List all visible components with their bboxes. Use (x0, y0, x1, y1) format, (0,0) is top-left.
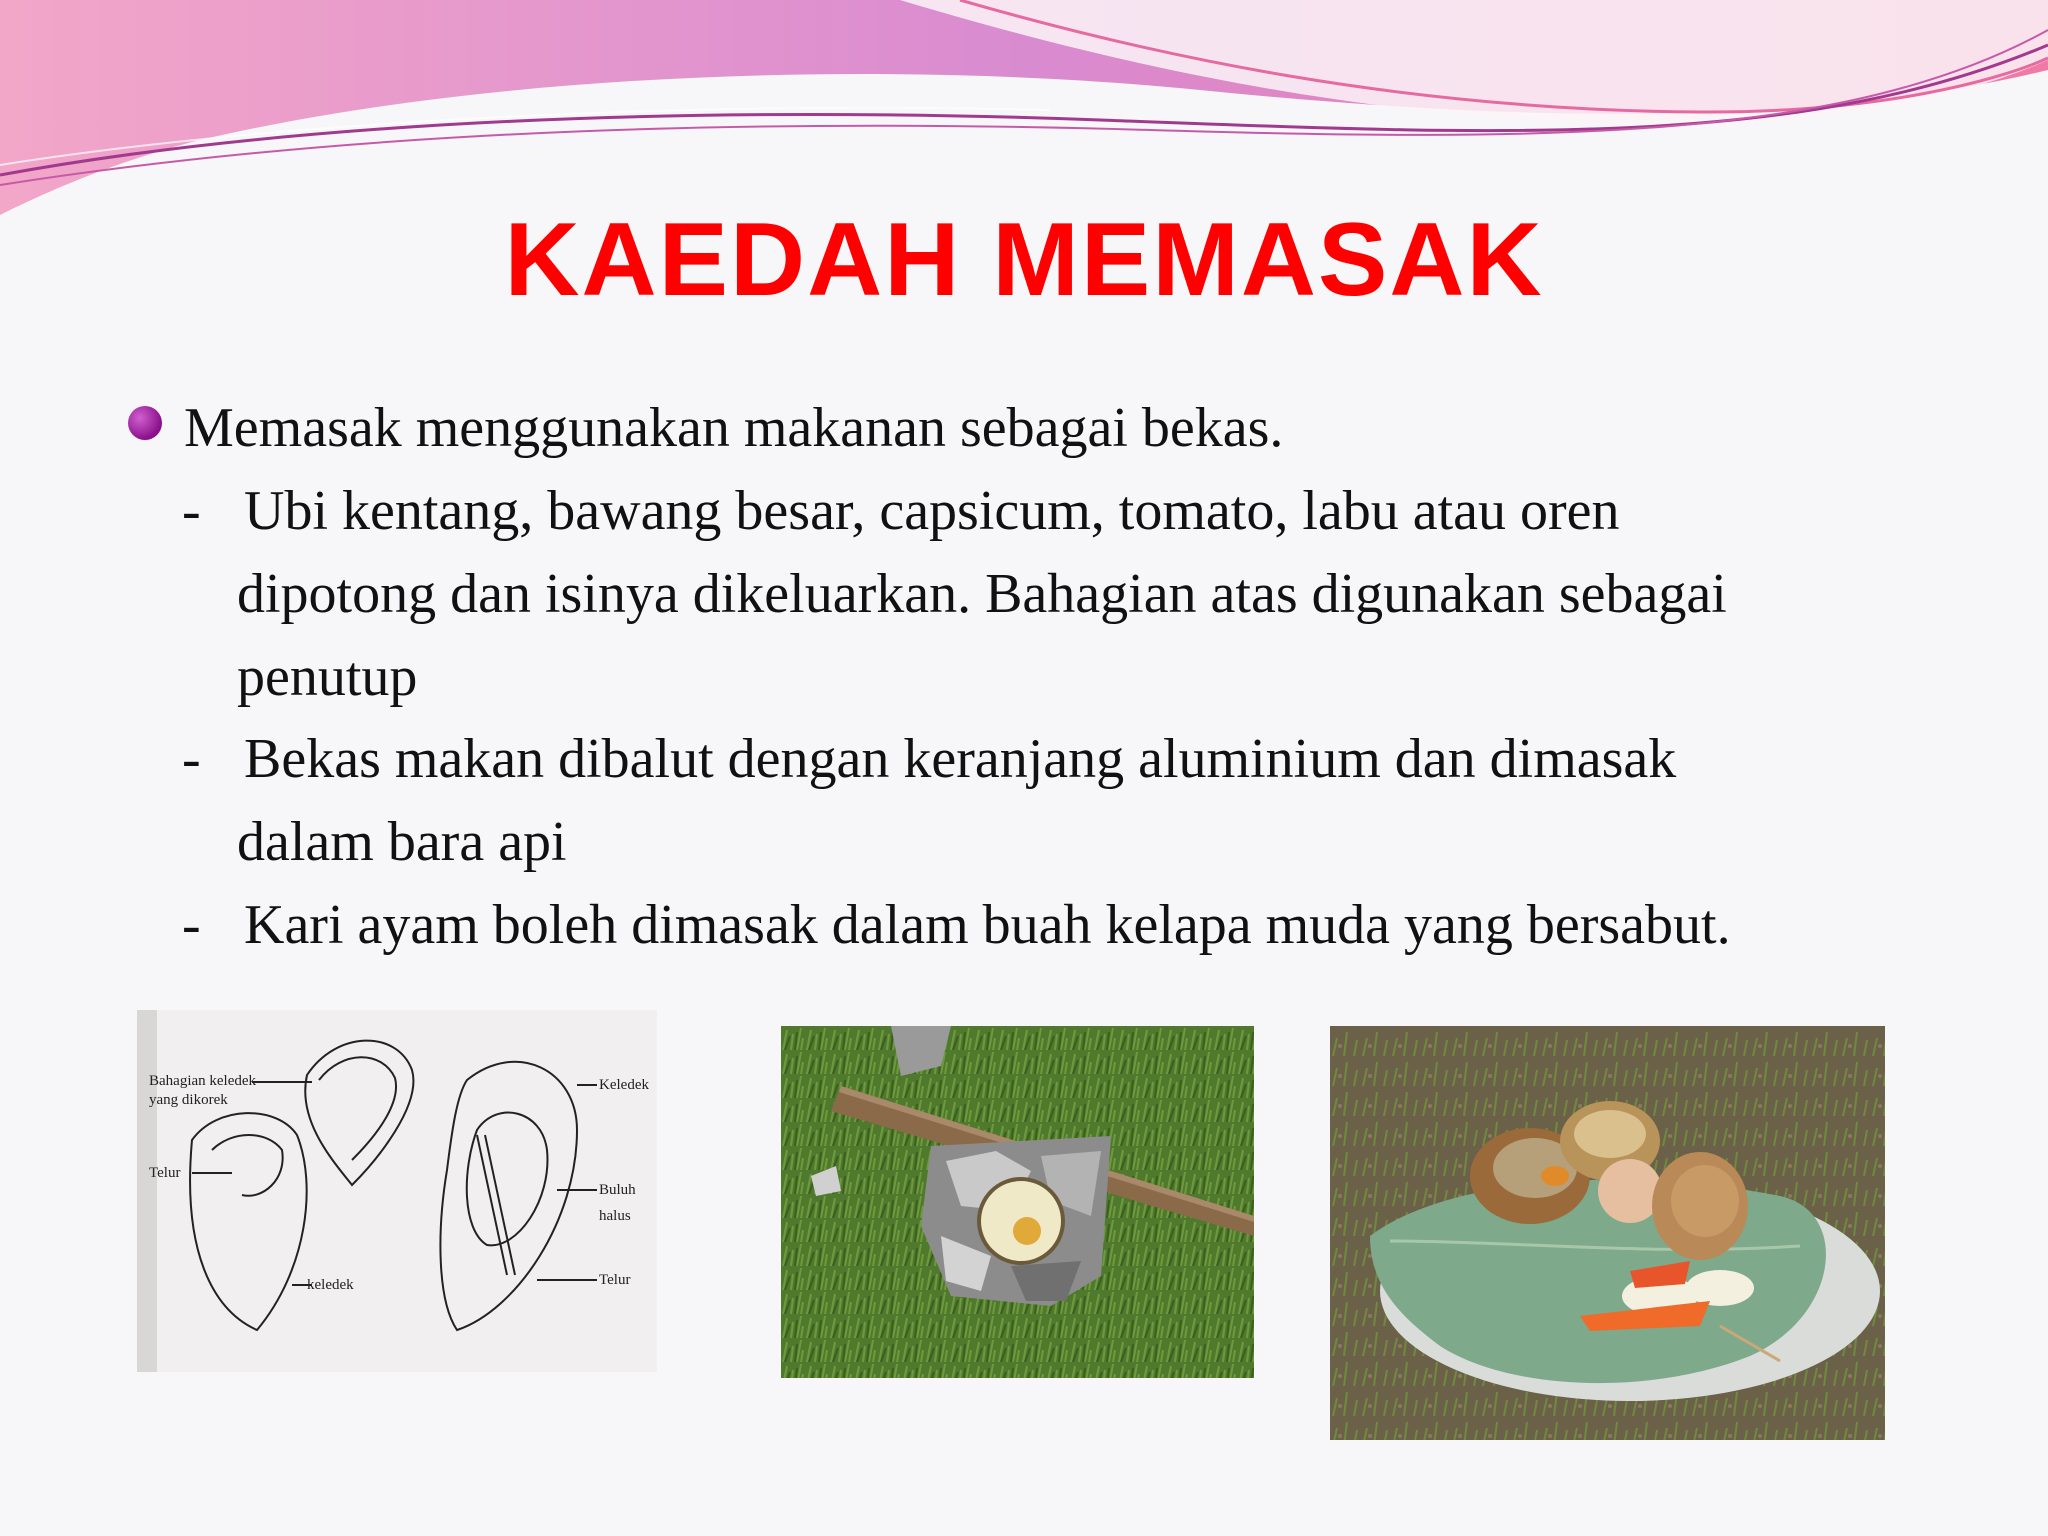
diagram-label-bahagian-2: yang dikorek (149, 1092, 228, 1108)
sub-item-dash: - (182, 480, 201, 542)
diagram-label-keledek-right: Keledek (599, 1077, 649, 1093)
slide-title: KAEDAH MEMASAK (504, 202, 1544, 318)
bullet-text: Memasak menggunakan makanan sebagai bekas. (184, 397, 1284, 459)
keledek-egg-diagram (137, 1010, 657, 1372)
sub-item-3-line-1: Kari ayam boleh dimasak dalam buah kelapa muda yang bersabut. (244, 894, 1731, 956)
sub-item-1-line-3: penutup (237, 646, 418, 708)
sub-item-2-line-1: Bekas makan dibalut dengan keranjang aluminium dan dimasak (244, 728, 1677, 790)
sub-item-dash: - (182, 894, 201, 956)
sub-item-1-line-2: dipotong dan isinya dikeluarkan. Bahagian atas digunakan sebagai (237, 563, 1727, 625)
sub-item-1-line-1: Ubi kentang, bawang besar, capsicum, tomato, labu atau oren (244, 480, 1620, 542)
banana-leaf-food-photo (1330, 1026, 1885, 1440)
sub-item-dash: - (182, 728, 201, 790)
diagram-label-bahagian-1: Bahagian keledek (149, 1073, 257, 1089)
foil-cooking-photo (781, 1026, 1254, 1378)
diagram-label-buluh-2: halus (599, 1208, 631, 1224)
diagram-label-telur-right: Telur (599, 1272, 631, 1288)
diagram-label-telur-left: Telur (149, 1165, 181, 1181)
sub-item-2-line-2: dalam bara api (237, 811, 567, 873)
diagram-label-buluh-1: Buluh (599, 1182, 636, 1198)
bullet-dot-icon (128, 406, 162, 440)
diagram-label-keledek-bottom: keledek (307, 1277, 354, 1293)
